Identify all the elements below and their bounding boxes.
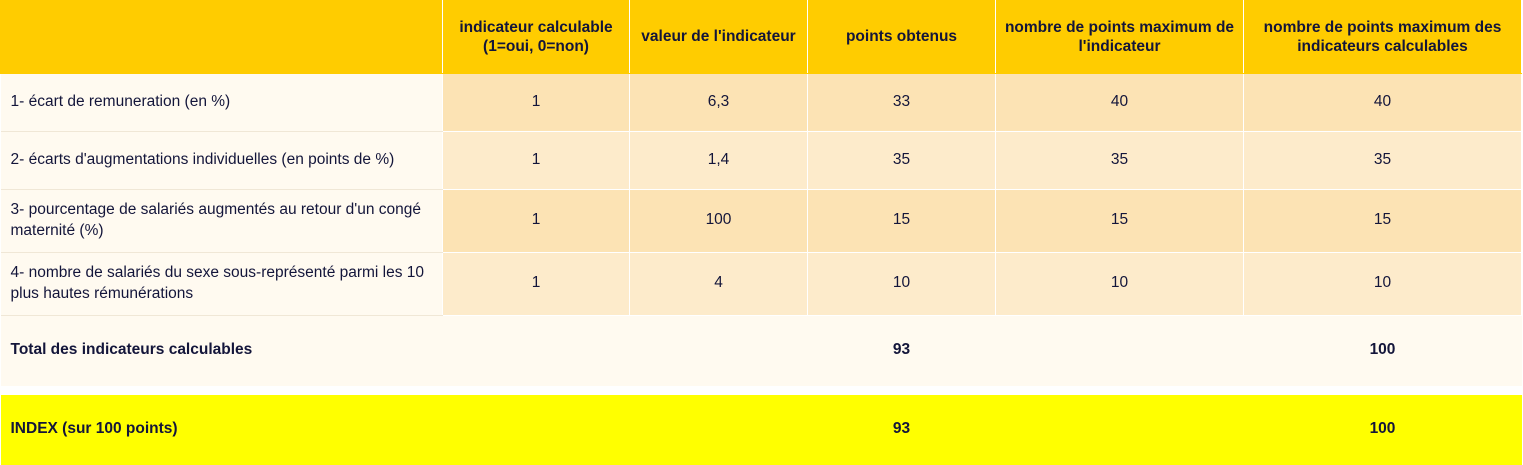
header-cell-max-calculables: nombre de points maximum des indicateurs calculables bbox=[1244, 1, 1522, 74]
row-points: 15 bbox=[808, 190, 996, 253]
total-points: 93 bbox=[808, 315, 996, 386]
table-row bbox=[1, 190, 1522, 253]
total-valeur bbox=[630, 315, 808, 386]
row-calculable: 1 bbox=[443, 190, 630, 253]
row-valeur: 100 bbox=[630, 190, 808, 253]
header-cell-points-obtenus: points obtenus bbox=[808, 1, 996, 74]
header-cell-indicator bbox=[1, 1, 443, 74]
row-max-calculables: 35 bbox=[1244, 132, 1522, 190]
table-body bbox=[1, 74, 1522, 465]
row-max-calculables: 10 bbox=[1244, 252, 1522, 315]
index-points: 93 bbox=[808, 395, 996, 465]
total-max-indicateur bbox=[996, 315, 1244, 386]
table-row bbox=[1, 252, 1522, 315]
header-cell-max-indicateur: nombre de points maximum de l'indicateur bbox=[996, 1, 1244, 74]
header-cell-calculable: indicateur calculable (1=oui, 0=non) bbox=[443, 1, 630, 74]
index-max-calculables: 100 bbox=[1244, 395, 1522, 465]
row-max-indicateur: 35 bbox=[996, 132, 1244, 190]
row-calculable: 1 bbox=[443, 74, 630, 132]
total-max-calculables: 100 bbox=[1244, 315, 1522, 386]
row-max-indicateur: 10 bbox=[996, 252, 1244, 315]
row-calculable: 1 bbox=[443, 252, 630, 315]
table-row bbox=[1, 132, 1522, 190]
row-label: 2- écarts d'augmentations individuelles (en points de %) bbox=[1, 132, 443, 190]
index-valeur bbox=[630, 395, 808, 465]
row-max-calculables: 40 bbox=[1244, 74, 1522, 132]
row-max-indicateur: 15 bbox=[996, 190, 1244, 253]
header-row bbox=[1, 1, 1522, 74]
table-row bbox=[1, 74, 1522, 132]
row-points: 35 bbox=[808, 132, 996, 190]
spacer-row bbox=[1, 386, 1522, 395]
spacer-cell bbox=[1, 386, 1522, 395]
index-calculable bbox=[443, 395, 630, 465]
row-label: 4- nombre de salariés du sexe sous-représenté parmi les 10 plus hautes rémunérations bbox=[1, 252, 443, 315]
row-points: 33 bbox=[808, 74, 996, 132]
row-points: 10 bbox=[808, 252, 996, 315]
table-header bbox=[1, 1, 1522, 74]
row-valeur: 4 bbox=[630, 252, 808, 315]
row-label: 1- écart de remuneration (en %) bbox=[1, 74, 443, 132]
row-label: 3- pourcentage de salariés augmentés au retour d'un congé maternité (%) bbox=[1, 190, 443, 253]
row-calculable: 1 bbox=[443, 132, 630, 190]
row-max-indicateur: 40 bbox=[996, 74, 1244, 132]
index-row bbox=[1, 395, 1522, 465]
index-label: INDEX (sur 100 points) bbox=[1, 395, 443, 465]
row-max-calculables: 15 bbox=[1244, 190, 1522, 253]
total-label: Total des indicateurs calculables bbox=[1, 315, 443, 386]
header-cell-valeur: valeur de l'indicateur bbox=[630, 1, 808, 74]
total-row bbox=[1, 315, 1522, 386]
index-max-indicateur bbox=[996, 395, 1244, 465]
total-calculable bbox=[443, 315, 630, 386]
row-valeur: 6,3 bbox=[630, 74, 808, 132]
row-valeur: 1,4 bbox=[630, 132, 808, 190]
